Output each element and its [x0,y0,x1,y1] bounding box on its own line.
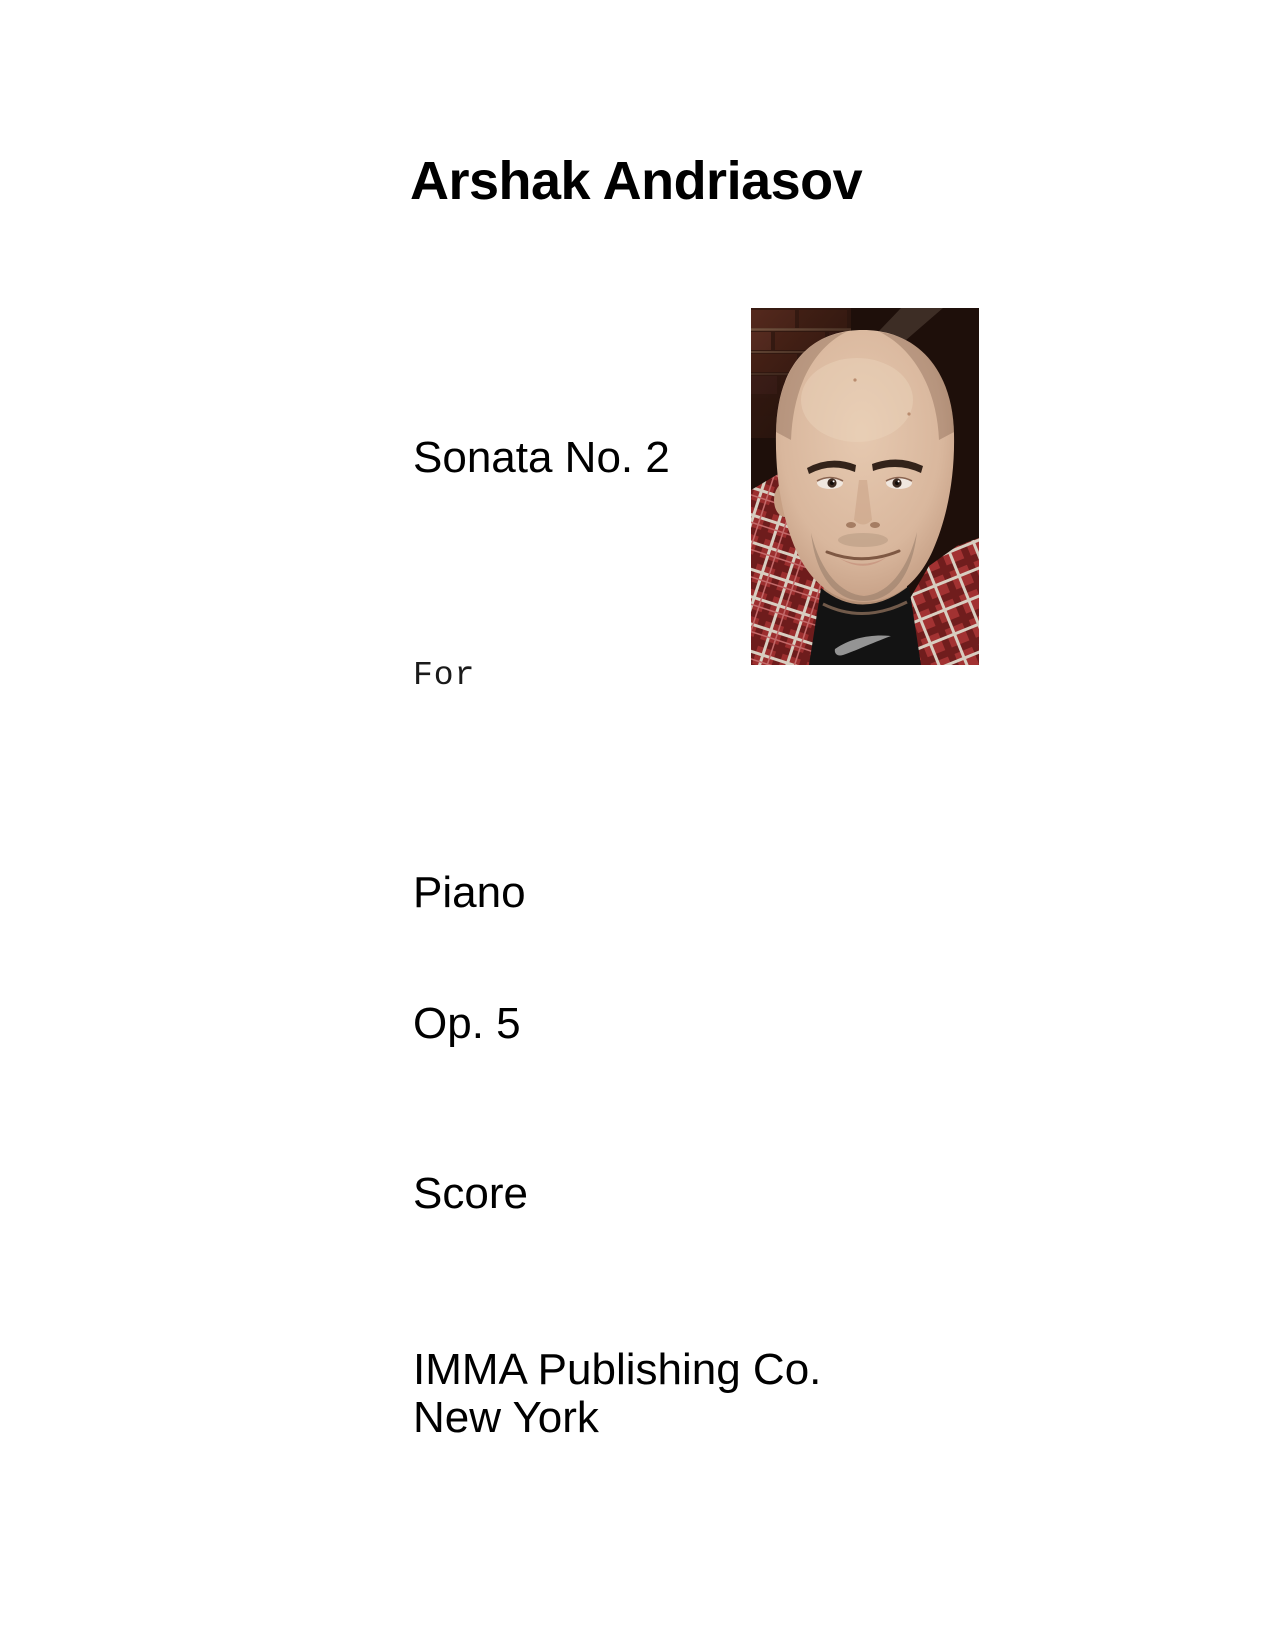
right-eye-highlight [898,480,900,482]
publisher-block [413,1346,821,1442]
cheek-mark [907,412,910,415]
score-label: Score [413,1169,528,1218]
publisher-city: New York [413,1393,599,1442]
composer-photo-graphic [751,308,979,665]
work-title: Sonata No. 2 [413,433,670,482]
left-eye-highlight [833,480,835,482]
right-nostril [870,522,880,528]
instrument-label: Piano [413,868,526,917]
forehead-highlight [801,358,913,442]
opus-number: Op. 5 [413,999,521,1048]
composer-photo [751,308,979,665]
mustache-stubble [838,533,888,547]
publisher-name: IMMA Publishing Co. [413,1345,822,1394]
forehead-mark [853,378,856,381]
for-label: For [413,657,476,694]
composer-name: Arshak Andriasov [410,151,863,211]
left-nostril [846,522,856,528]
